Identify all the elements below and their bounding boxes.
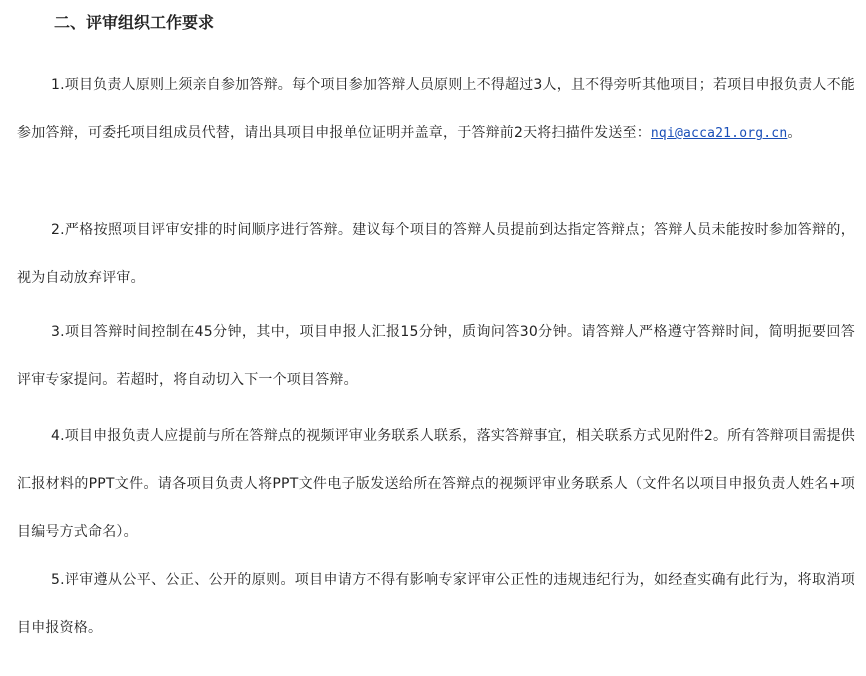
requirement-item-1-text: 1.项目负责人原则上须亲自参加答辩。每个项目参加答辩人员原则上不得超过3人，且不得旁听其他项目；若项目申报负责人不能参加答辩，可委托项目组成员代替，请出具项目申报单位证明并盖章，于答辩前2天将扫描件发送至： [17, 77, 855, 141]
requirement-item-1 [17, 61, 855, 158]
section-heading: 二、评审组织工作要求 [54, 13, 215, 32]
requirement-item-3: 3.项目答辩时间控制在45分钟，其中，项目申报人汇报15分钟，质询问答30分钟。请答辩人严格遵守答辩时间，简明扼要回答评审专家提问。若超时，将自动切入下一个项目答辩。 [17, 324, 855, 388]
requirement-item-1-end: 。 [787, 125, 802, 141]
requirement-item-2: 2.严格按照项目评审安排的时间顺序进行答辩。建议每个项目的答辩人员提前到达指定答辩点；答辩人员未能按时参加答辩的，视为自动放弃评审。 [17, 222, 855, 286]
requirement-item-5: 5.评审遵从公平、公正、公开的原则。项目申请方不得有影响专家评审公正性的违规违纪行为，如经查实确有此行为，将取消项目申报资格。 [17, 572, 855, 636]
requirement-item-4: 4.项目申报负责人应提前与所在答辩点的视频评审业务联系人联系，落实答辩事宜，相关联系方式见附件2。所有答辩项目需提供汇报材料的PPT文件。请各项目负责人将PPT文件电子版发送给所在答辩点的视频评审业务联系人（文件名以项目申报负责人姓名+项目编号方式命名）。 [17, 428, 855, 540]
email-link[interactable]: nqi@acca21.org.cn [650, 126, 788, 141]
